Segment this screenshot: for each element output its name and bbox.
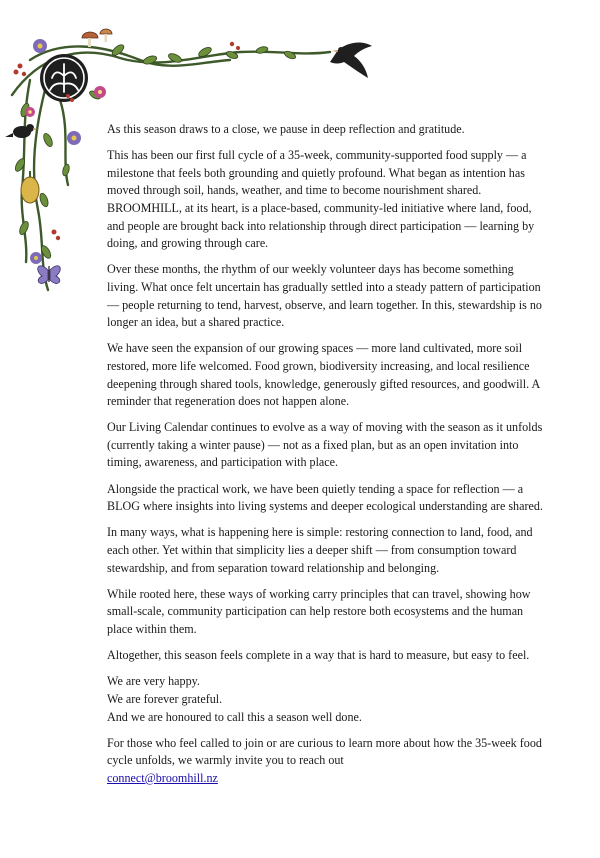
perched-bird-icon — [5, 124, 38, 138]
butterfly-icon — [38, 266, 61, 284]
paragraph-living-calendar: Our Living Calendar continues to evolve as a way of moving with the season as it unfolds (currently taking a winter pause) — not as a fixed plan, but as an open invitation into timing, awareness, and participation with place. — [107, 420, 543, 470]
closing-line-honoured: And we are honoured to call this a season well done. — [107, 709, 362, 724]
paragraph-first-cycle: This has been our first full cycle of a 35-week, community-supported food supply — a milestone that feels both grounding and quietly profound. What began as intention has moved through soil, hands, weather, and time to become nourishment shared. BROOMHILL, at its heart, is a place-based, community-led initiative where land, food, and people are brought back into relationship through direct participation — learning by doing, and growing through care. — [107, 148, 535, 251]
invite-text: For those who feel called to join or are curious to learn more about how the 35-week food cycle unfolds, we warmly invite you to reach out — [107, 735, 542, 768]
closing-line-grateful: We are forever grateful. — [107, 691, 223, 706]
tree-of-life-emblem-icon — [40, 54, 88, 102]
paragraph-connection: In many ways, what is happening here is simple: restoring connection to land, food, and each other. Yet within that simplicity lies a deeper shift — from consumption toward stewardship, and from separation toward relationship and belonging. — [107, 525, 533, 575]
flying-bird-icon — [330, 43, 372, 78]
email-link[interactable]: connect@broomhill.nz — [107, 770, 218, 785]
closing-line-happy: We are very happy. — [107, 674, 200, 689]
mushroom-icon — [82, 29, 112, 47]
letter-body — [107, 121, 547, 788]
paragraph-complete: Altogether, this season feels complete in a way that is hard to measure, but easy to feel. — [107, 648, 530, 663]
paragraph-principles: While rooted here, these ways of working carry principles that can travel, showing how small-scale, community participation can help restore both ecosystems and the human place within them. — [107, 586, 531, 636]
paragraph-blog: Alongside the practical work, we have been quietly tending a space for reflection — a BLOG where insights into living systems and deeper ecological understanding are shared. — [107, 481, 543, 514]
paragraph-invite — [107, 735, 547, 788]
paragraph-intro: As this season draws to a close, we pause in deep reflection and gratitude. — [107, 122, 465, 136]
paragraph-volunteer-days: Over these months, the rhythm of our weekly volunteer days has become something living. What once felt uncertain has gradually settled into a steady pattern of participation — people returning to tend, harvest, observe, and learn together. In this, stewardship is no longer an idea, but a shared practice. — [107, 262, 542, 330]
paragraph-growing-spaces: We have seen the expansion of our growing spaces — more land cultivated, more soil restored, more life welcomed. Food grown, biodiversity increasing, and local resilience deepening through shared tools, knowledge, generously gifted resources, and goodwill. A reminder that regeneration does not happen alone. — [107, 341, 540, 409]
